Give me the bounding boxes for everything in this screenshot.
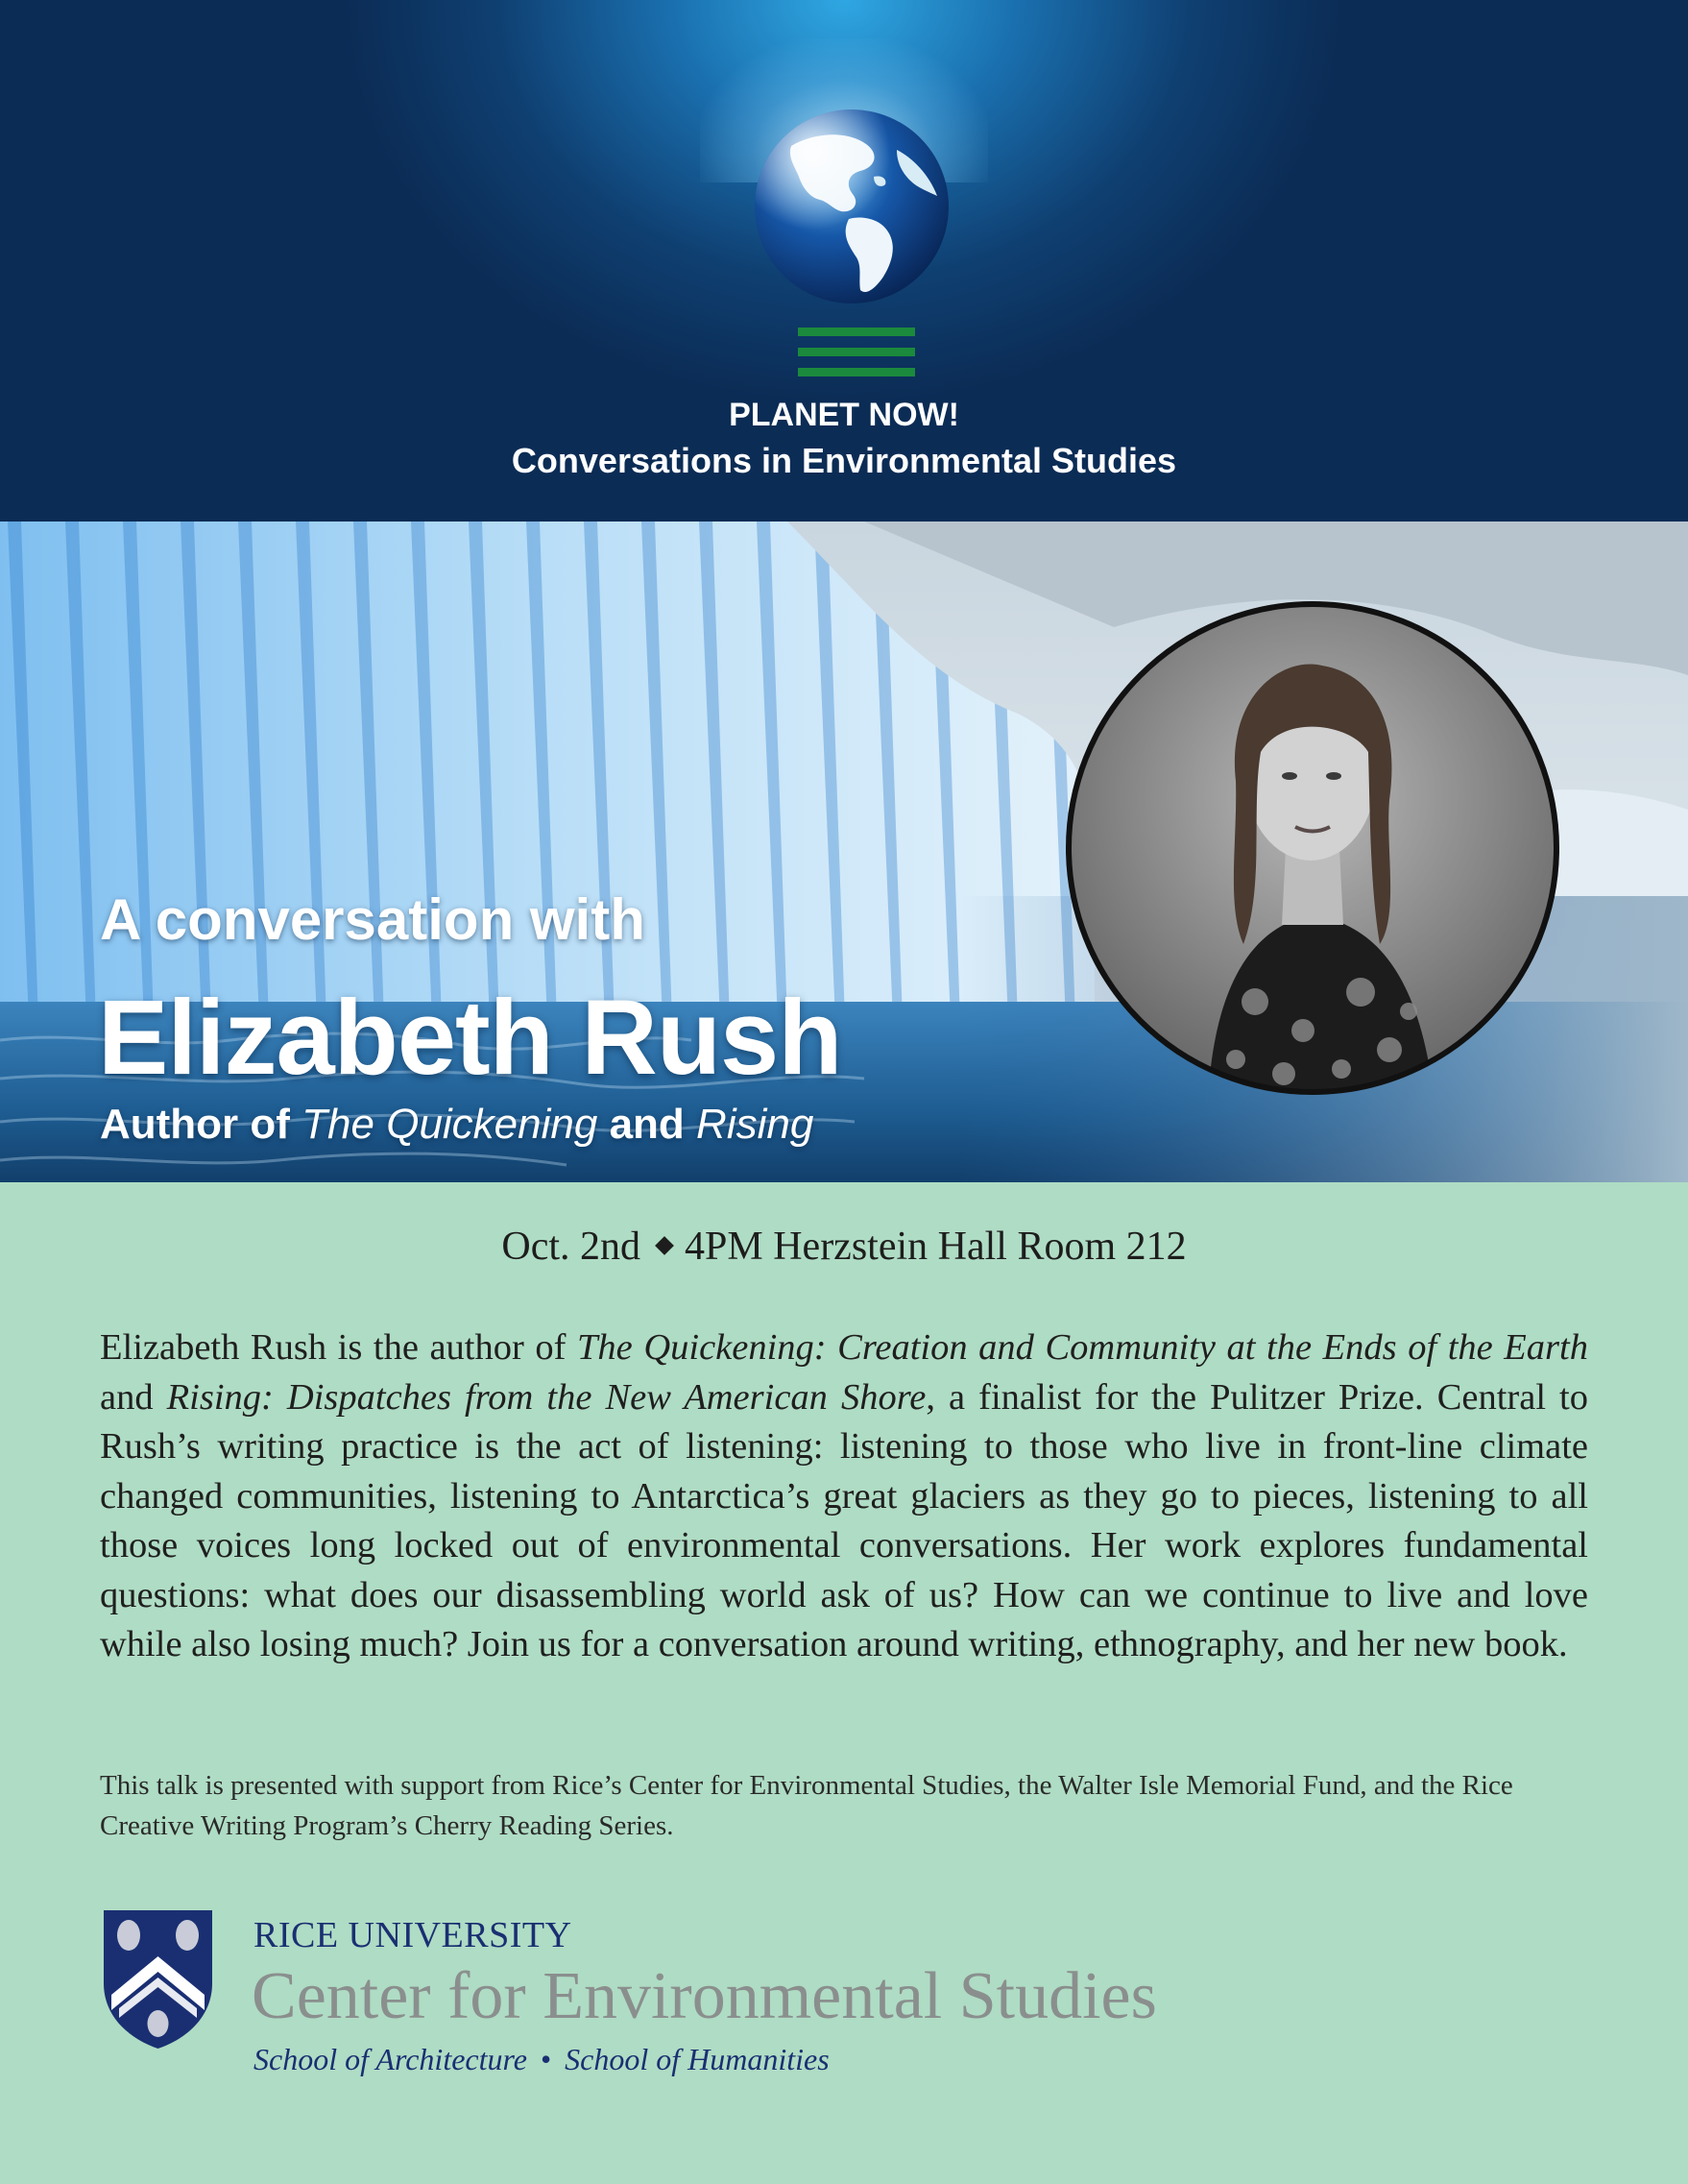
support-note: This talk is presented with support from Rice’s Center for Environmental Studies, the Walter Isle Memorial Fund, and the Rice Creative Writing Program’s Cherry Reading Series. bbox=[100, 1770, 1513, 1841]
event-date: Oct. 2nd bbox=[501, 1225, 641, 1269]
center-name: Center for Environmental Studies bbox=[252, 1959, 1157, 2033]
rice-shield-icon bbox=[100, 1906, 216, 2051]
speaker-books bbox=[100, 1099, 813, 1151]
series-subtitle: Conversations in Environmental Studies bbox=[511, 441, 1177, 480]
diamond-icon bbox=[655, 1236, 674, 1255]
book-title-1: The Quickening bbox=[301, 1101, 598, 1148]
bio-text-2: and bbox=[100, 1376, 154, 1418]
book-title-2: Rising bbox=[696, 1101, 814, 1148]
green-stripes-icon bbox=[798, 328, 915, 377]
event-time-location: 4PM Herzstein Hall Room 212 bbox=[685, 1225, 1187, 1269]
bio-book-1: The Quickening: Creation and Community at the Ends of the Earth bbox=[577, 1327, 1588, 1368]
speaker-name: Elizabeth Rush bbox=[98, 979, 842, 1097]
series-title: PLANET NOW! bbox=[729, 397, 959, 433]
speaker-portrait bbox=[1063, 598, 1562, 1098]
globe-icon bbox=[753, 108, 951, 305]
bio-book-2: Rising: Dispatches from the New American Shore bbox=[166, 1376, 927, 1418]
bio-text-1: Elizabeth Rush is the author of bbox=[100, 1327, 567, 1368]
event-line bbox=[0, 1218, 1688, 1275]
header-banner bbox=[0, 0, 1688, 522]
speaker-bio bbox=[100, 1323, 1588, 1670]
school-humanities: School of Humanities bbox=[565, 2042, 830, 2076]
school-affiliations bbox=[253, 2038, 830, 2080]
rice-university-name: RICE UNIVERSITY bbox=[253, 1915, 572, 1955]
school-separator: • bbox=[540, 2042, 552, 2076]
bio-text-3: , a finalist for the Pulitzer Prize. Central to Rush’s writing practice is the act of listening: listening to those who live in front-line climate changed communities, listening to Antarctica’s great glaciers as they go to pieces, listening to all those voices long locked out of environmental conversations. Her work explores fundamental questions: what does our disassembling world ask of us? How can we continue to live and love while also losing much? Join us for a conversation around writing, ethnography, and her new book. bbox=[100, 1376, 1589, 1664]
author-conjunction: and bbox=[609, 1101, 685, 1148]
author-prefix: Author of bbox=[100, 1101, 290, 1148]
school-architecture: School of Architecture bbox=[253, 2042, 527, 2076]
hero-kicker: A conversation with bbox=[100, 887, 645, 952]
hero-section bbox=[0, 522, 1688, 1182]
